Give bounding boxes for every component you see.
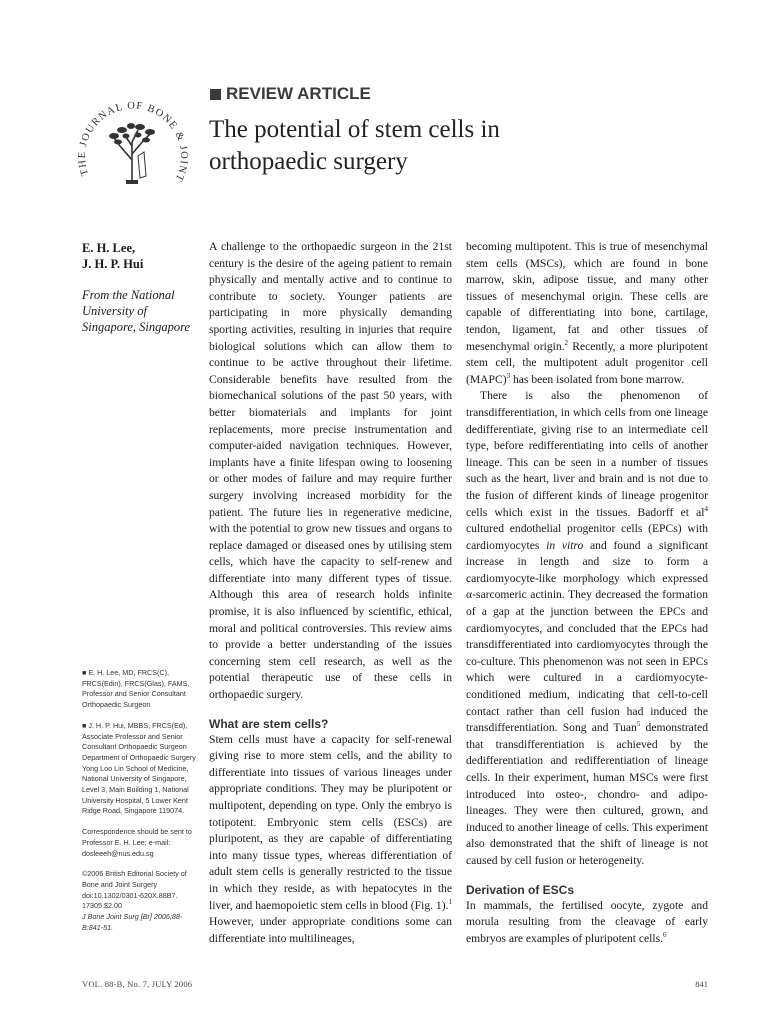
square-bullet-icon	[210, 89, 221, 100]
reference-3: 3	[506, 371, 511, 380]
svg-text:THE JOURNAL OF BONE & JOINT SU	[68, 80, 189, 183]
transdiff-text-d: demonstrated that transdifferentiation is achieved by the dedifferentiation and redifferentiation of lineage cells. In their experiment, human MSCs were first introduced into osteo-, chondro- and adipo-lineages. They were then cultured, grown, and induced to another lineage of cells. This experiment also demonstrated that the shift of lineage is not caused by cell fusion or heterogeneity.	[466, 721, 708, 867]
heading-derivation-of-escs: Derivation of ESCs	[466, 882, 575, 897]
section-label-text: REVIEW ARTICLE	[226, 84, 371, 103]
multipotent-paragraph	[466, 239, 708, 388]
author-1: E. H. Lee,	[82, 241, 136, 255]
affiliation: From the National University of Singapore, Singapore	[82, 288, 191, 334]
author-2: J. H. P. Hui	[82, 257, 144, 271]
transdiff-italic: in vitro	[546, 538, 584, 552]
body-column-2	[466, 239, 708, 947]
derivation-text-a: In mammals, the fertilised oocyte, zygote and morula resulting from the cleavage of early embryos are examples of pluripotent cells.	[466, 898, 708, 945]
reference-6: 6	[663, 930, 667, 939]
citation-note: J Bone Joint Surg [Br] 2006;88-B:841-51.	[82, 912, 183, 932]
title-line-2: orthopaedic surgery	[209, 148, 408, 175]
stem-cells-text-a: Stem cells must have a capacity for self-renewal giving rise to more stem cells, and the ability to differentiate into tissues of various lineages under appropriate conditions. They may be pluripotent or multipotent, depending on type. Only the embryo is totipotent. Embryonic stem cells (ESCs) are pluripotent, as they are capable of differentiating into many tissue types, whereas differentiation of adult stem cells is generally restricted to the tissue in which they reside, as with hepatocytes in the liver, and haemopoietic stem cells in blood (Fig. 1).	[209, 732, 452, 912]
reference-1: 1	[448, 897, 452, 906]
reference-4: 4	[704, 504, 708, 513]
derivation-paragraph	[466, 898, 708, 948]
author-note-1: ■ E. H. Lee, MD, FRCS(C), FRCS(Edin), FRCS(Glas), FAMS, Professor and Senior Consultant Orthopaedic Surgeon	[82, 668, 190, 710]
transdiff-text-c: and found a significant increase in length and size to form a cardiomyocyte-like morphology which expressed α-sarcomeric actinin. They decreased the formation of a gap at the junction between the EPCs and cardiomyocytes, and concluded that the EPCs had transdifferentiated into cardiomyocytes through the co-culture. This phenomenon was not seen in EPCs which were cultured in a cardiomyocyte-conditioned medium, indicating that cell-to-cell contact rather than cell fusion had induced the transdifferentiation. Song and Tuan	[466, 538, 708, 735]
multipotent-text-b: Recently, a more pluripotent stem cell, the multipotent adult progenitor cell (MAPC)	[466, 339, 708, 386]
authors	[82, 240, 197, 272]
transdifferentiation-paragraph	[466, 388, 708, 869]
article-title	[209, 114, 649, 178]
body-column-1	[209, 239, 452, 947]
author-note-2: ■ J. H. P. Hui, MBBS, FRCS(Ed), Associate Professor and Senior Consultant Orthopaedic Surgeon Department of Orthopaedic Surgery Yong Loo Lin School of Medicine, National University of Singapore, Level 3, Main Building 1, National University Hospital, 5 Lower Kent Ridge Road, Singapore 119074.	[82, 720, 196, 816]
multipotent-text-c: has been isolated from bone marrow.	[510, 372, 685, 386]
stem-cells-text-b: However, under appropriate conditions some can differentiate into multilineages,	[209, 915, 452, 945]
author-notes	[82, 668, 197, 943]
journal-logo-text: THE JOURNAL OF BONE & JOINT	[76, 100, 190, 184]
intro-paragraph: A challenge to the orthopaedic surgeon in the 21st century is the desire of the ageing patient to remain physically and mentally active and to continue to contribute to society. Younger patients are participating in more physically demanding sporting activities, resulting in injuries that require biological solutions which can allow them to continue to be active throughout their lifetime. Considerable benefits have resulted from the biomechanical solutions of the past 50 years, with better biomaterials and implants for joint replacements, more precise instrumentation and computer-aided navigation techniques. However, implants have a finite lifespan owing to loosening or other modes of failure and may require further surgery involving increased morbidity for the patient. The future lies in regenerative medicine, with the potential to grow new tissues and organs to replace damaged or diseased ones by utilising stem cells, which have the capacity to self-renew and differentiate into many different types of tissue. Although this area of research holds infinite promise, it is also influenced by scientific, ethical, moral and political controversies. This review aims to provide a better understanding of the issues concerning stem cell research, as well as the potential therapeutic use of these cells in orthopaedic surgery.	[209, 240, 452, 702]
section-label	[210, 84, 371, 104]
stem-cells-paragraph	[209, 732, 452, 948]
transdiff-text-b: cultured endothelial progenitor cells (EPCs) with cardiomyocytes	[466, 522, 708, 552]
copyright-note: ©2006 British Editorial Society of Bone and Joint Surgery doi:10.1302/0301-620X.88B7. 17305 $2.00	[82, 869, 187, 911]
journal-logo-tree-icon	[68, 80, 198, 210]
title-line-1: The potential of stem cells in	[209, 116, 500, 143]
page-number: 841	[695, 979, 708, 989]
footer-volume: VOL. 88-B, No. 7, JULY 2006	[82, 979, 193, 989]
heading-what-are-stem-cells: What are stem cells?	[209, 716, 329, 731]
transdiff-text-a: There is also the phenomenon of transdifferentiation, in which cells from one lineage dedifferentiate, giving rise to an intermediate cell type, before redifferentiating into cells of another lineage. This can be seen in a number of tissues such as the heart, liver and brain and is not due to the fusion of different kinds of lineage progenitor cells which exist in the tissues. Badorff et al	[466, 389, 708, 519]
correspondence-note: Correspondence should be sent to Professor E. H. Lee; e-mail: dosleeeh@nus.edu.sg	[82, 827, 192, 858]
multipotent-text-a: becoming multipotent. This is true of mesenchymal stem cells (MSCs), which are found in bone marrow, skin, adipose tissue, and many other tissues of mesenchymal origin. These cells are capable of differentiating into bone, cartilage, tendon, ligament, fat and other tissues of mesenchymal origin.	[466, 240, 708, 353]
journal-logo	[68, 80, 198, 210]
reference-5: 5	[636, 720, 641, 729]
reference-2: 2	[564, 338, 569, 347]
